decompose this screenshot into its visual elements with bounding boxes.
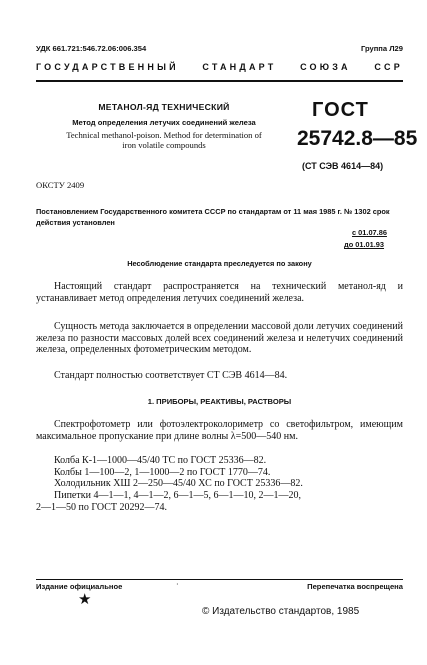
official-edition-label: Издание официальное <box>36 582 123 591</box>
header-rule <box>36 80 403 82</box>
title-main: МЕТАНОЛ-ЯД ТЕХНИЧЕСКИЙ <box>98 102 230 112</box>
title-block <box>36 102 292 150</box>
udk-code: УДК 661.721:546.72.06:006.354 <box>36 44 147 53</box>
valid-until-date: до 01.01.93 <box>344 240 385 249</box>
equipment-list <box>36 455 403 514</box>
title-english <box>36 130 292 150</box>
paragraph-scope: Настоящий стандарт распространяется на технический метанол-яд и устанавливает метод определения летучих соединений железа. <box>36 281 403 304</box>
gost-number: 25742.8—85 <box>297 127 418 150</box>
reprint-prohibited-label: Перепечатка воспрещена <box>307 582 403 591</box>
valid-from-date: с 01.07.86 <box>352 228 387 237</box>
list-item: Пипетки 4—1—1, 4—1—2, 6—1—5, 6—1—10, 2—1—20, <box>54 490 301 502</box>
dot-mark: · <box>176 580 179 589</box>
law-notice: Несоблюдение стандарта преследуется по закону <box>127 259 312 268</box>
list-item: Холодильник ХШ 2—250—45/40 ХС по ГОСТ 25336—82. <box>54 478 303 490</box>
list-item: Колба К-1—1000—45/40 ТС по ГОСТ 25336—82. <box>54 455 267 466</box>
group-code: Группа Л29 <box>360 44 403 53</box>
star-icon: ★ <box>78 592 92 608</box>
paragraph-method: Сущность метода заключается в определении массовой доли летучих соединений железа по разности массовых долей всех соединений железа и нелетучих соединений железа, определенных фотометрическим методом. <box>36 321 403 356</box>
banner-word-1: ГОСУДАРСТВЕННЫЙ <box>36 62 179 72</box>
banner-word-4: ССР <box>374 62 403 72</box>
okstu-code: ОКСТУ 2409 <box>36 180 85 190</box>
gost-label: ГОСТ <box>312 99 369 121</box>
title-english-line2: iron volatile compounds <box>122 140 206 150</box>
copyright-notice: © Издательство стандартов, 1985 <box>202 606 360 617</box>
section-heading: 1. ПРИБОРЫ, РЕАКТИВЫ, РАСТВОРЫ <box>147 397 292 406</box>
decree-text: Постановлением Государственного комитета СССР по стандартам от 11 мая 1985 г. № 1302 срок действия установлен <box>36 207 390 227</box>
cmea-reference: (СТ СЭВ 4614—84) <box>302 161 384 171</box>
banner-word-2: СТАНДАРТ <box>202 62 277 72</box>
paragraph-compliance: Стандарт полностью соответствует СТ СЭВ 4614—84. <box>54 370 288 381</box>
footer-rule <box>36 579 403 580</box>
list-item-continuation: 2—1—50 по ГОСТ 20292—74. <box>36 501 168 513</box>
banner-word-3: СОЮЗА <box>300 62 351 72</box>
list-item: Колбы 1—100—2, 1—1000—2 по ГОСТ 1770—74. <box>54 466 271 478</box>
state-standard-banner <box>36 62 403 72</box>
title-english-line1: Technical methanol-poison. Method for determination of <box>66 130 262 140</box>
title-subtitle: Метод определения летучих соединений железа <box>72 118 256 127</box>
paragraph-instruments: Спектрофотометр или фотоэлектроколориметр со светофильтром, имеющим максимальное пропускание при длине волны λ=500—540 нм. <box>36 419 403 442</box>
